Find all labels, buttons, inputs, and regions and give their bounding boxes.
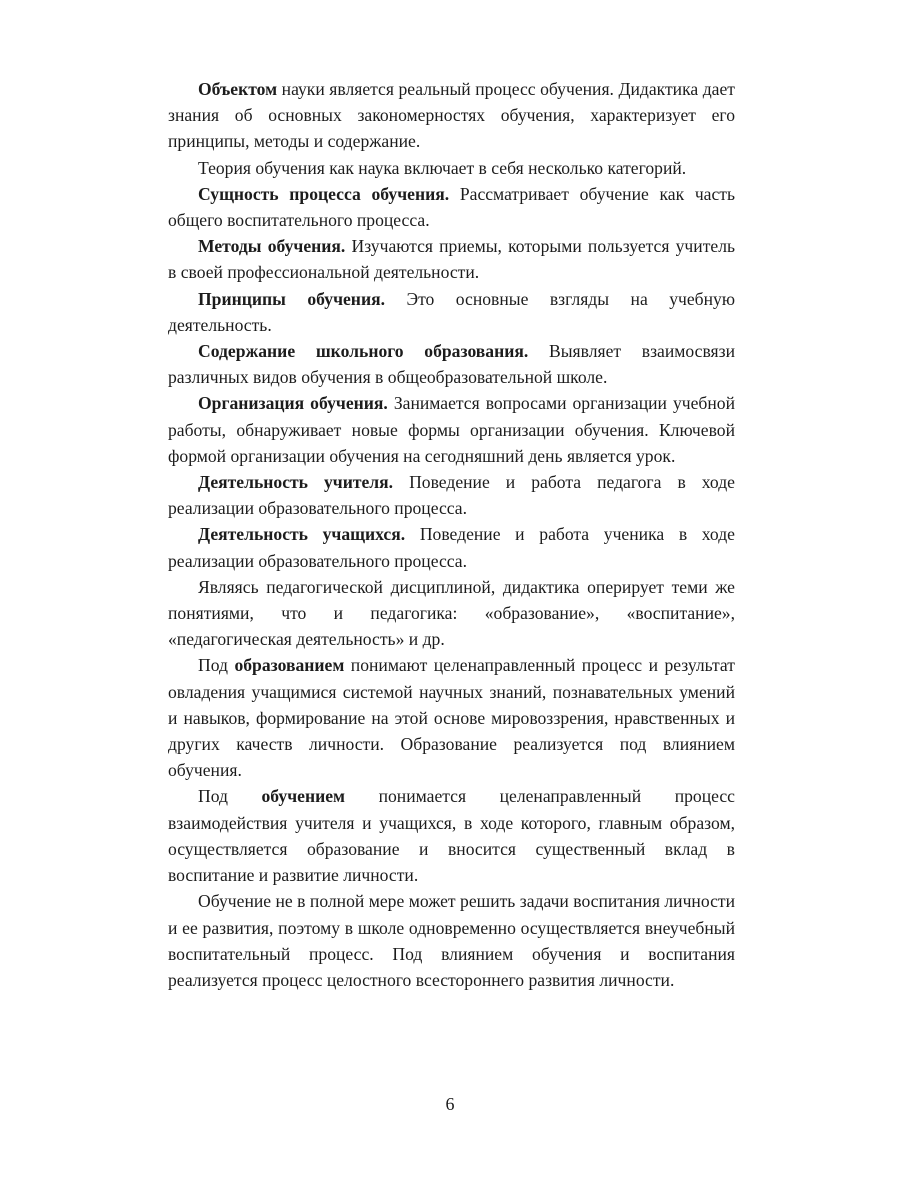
paragraph-text: Изучаются приемы, которыми пользуется учитель в своей профессиональной деятельности. [168, 236, 735, 283]
paragraph-text: понимается целенаправленный процесс взаимодействия учителя и учащихся, в ходе которого, главным образом, осуществляется образование и вносится существенный вклад в воспитание и развитие личности. [168, 786, 735, 886]
term-object: Объектом [198, 79, 278, 99]
term-learning: обучением [261, 786, 346, 807]
term-principles: Принципы обучения. [198, 288, 385, 309]
paragraph-text: Являясь педагогической дисциплиной, дидактика оперирует теми же понятиями, что и педагогика: «образование», «воспитание», «педагогическая деятельность» и др. [168, 576, 735, 650]
paragraph-methods [168, 233, 735, 285]
paragraph-text: Теория обучения как наука включает в себя несколько категорий. [198, 157, 687, 178]
paragraph-organization [168, 390, 735, 469]
paragraph-learning [168, 783, 735, 888]
paragraph-text: Занимается вопросами организации учебной работы, обнаруживает новые формы организации обучения. Ключевой формой организации обучения на сегодняшний день является урок. [168, 393, 735, 466]
paragraph-upbringing [168, 888, 735, 993]
paragraph-teacher-activity [168, 469, 735, 521]
paragraph-text: Поведение и работа педагога в ходе реализации образовательного процесса. [168, 472, 735, 519]
paragraph-essence [168, 181, 735, 233]
term-organization: Организация обучения. [198, 393, 388, 414]
paragraph-prefix: Под [198, 786, 262, 807]
term-content: Содержание школьного образования. [198, 341, 529, 362]
paragraph-text: Это основные взгляды на учебную деятельность. [168, 288, 735, 335]
paragraph-student-activity [168, 521, 735, 573]
term-methods: Методы обучения. [198, 236, 346, 257]
paragraph-text: Выявляет взаимосвязи различных видов обучения в общеобразовательной школе. [168, 341, 735, 388]
paragraph-content [168, 338, 735, 390]
paragraph-text: Поведение и работа ученика в ходе реализации образовательного процесса. [168, 524, 735, 571]
paragraph-text: понимают целенаправленный процесс и результат овладения учащимися системой научных знаний, познавательных умений и навыков, формирование на этой основе мировоззрения, нравственных и других качеств личности. Образование реализуется под влиянием обучения. [168, 655, 735, 781]
term-education: образованием [234, 655, 345, 676]
term-teacher-activity: Деятельность учителя. [198, 472, 394, 493]
paragraph-education [168, 652, 735, 783]
term-essence: Сущность процесса обучения. [198, 183, 450, 204]
paragraph-prefix: Под [198, 655, 235, 676]
paragraph-text: Обучение не в полной мере может решить задачи воспитания личности и ее развития, поэтому в школе одновременно осуществляется внеучебный воспитательный процесс. Под влиянием обучения и воспитания реализуется процесс целостного всестороннего развития личности. [168, 891, 735, 990]
paragraph-concepts [168, 574, 735, 653]
term-student-activity: Деятельность учащихся. [198, 524, 406, 545]
paragraph-text: науки является реальный процесс обучения. Дидактика дает знания об основных закономерностях обучения, характеризует его принципы, методы и содержание. [168, 79, 735, 152]
page-number: 6 [445, 1094, 455, 1114]
paragraph-principles [168, 286, 735, 338]
paragraph-categories [168, 155, 735, 181]
paragraph-object [168, 76, 735, 155]
page-body [168, 76, 735, 993]
paragraph-text: Рассматривает обучение как часть общего воспитательного процесса. [168, 183, 735, 231]
